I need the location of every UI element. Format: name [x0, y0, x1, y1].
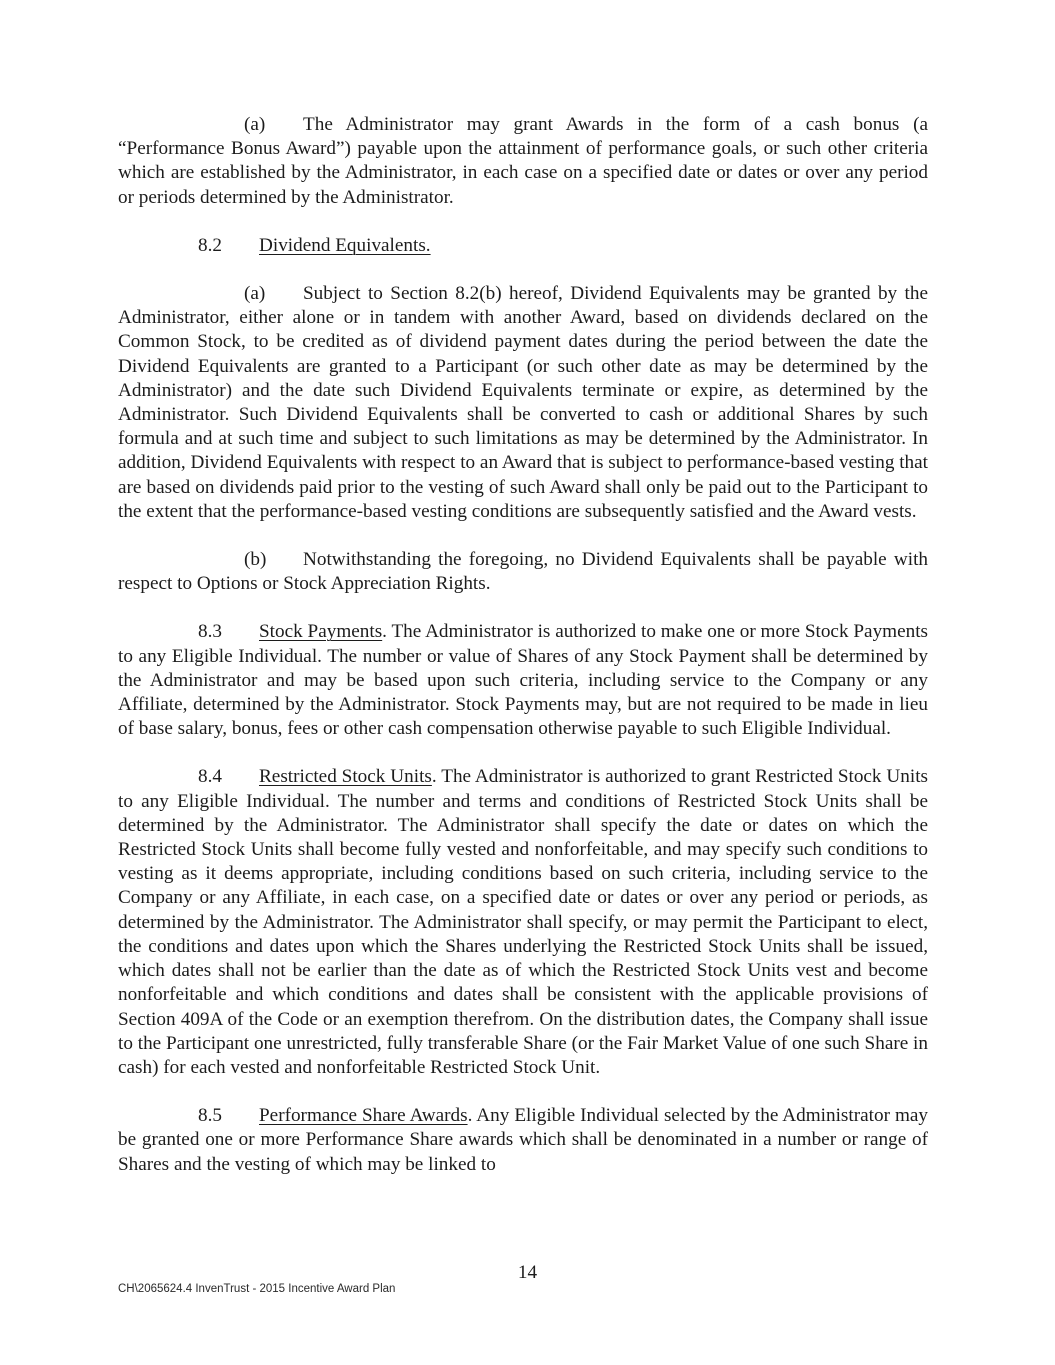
- section-number: 8.2: [198, 234, 222, 256]
- section-number: 8.3: [198, 621, 222, 643]
- paragraph-label: (b): [244, 549, 267, 571]
- section-text: . The Administrator is authorized to make one or more Stock Payments to any Eligible Individual. The number or value of Shares of any Stock Payment shall be determined by the Administrator and may be based upon such criteria, including service to the Company or any Affiliate, determined by the Administrator. Stock Payments may, but are not required to be made in lieu of base salary, bonus, fees or other cash compensation otherwise payable to such Eligible Individual.: [118, 621, 928, 740]
- paragraph-text: Subject to Section 8.2(b) hereof, Dividend Equivalents may be granted by the Administrator, either alone or in tandem with another Award, based on dividends declared on the Common Stock, to be credited as of dividend payment dates during the period between the date the Dividend Equivalents are granted to a Participant (or such other date as may be determined by the Administrator) and the date such Dividend Equivalents terminate or expire, as determined by the Administrator. Such Dividend Equivalents shall be converted to cash or additional Shares by such formula and at such time and subject to such limitations as may be determined by the Administrator. In addition, Dividend Equivalents with respect to an Award that is subject to performance-based vesting that are based on dividends paid prior to the vesting of such Award shall only be paid out to the Participant to the extent that the performance-based vesting conditions are subsequently satisfied and the Award vests.: [118, 283, 928, 522]
- paragraph-label: (a): [244, 114, 266, 135]
- paragraph-dividend-equivalents-a: [118, 282, 928, 524]
- section-text: . Any Eligible Individual selected by the Administrator may be granted one or more Performance Share awards which shall be denominated in a number or range of Shares and the vesting of which may be linked to: [118, 1105, 928, 1175]
- document-footer: CH\2065624.4 InvenTrust - 2015 Incentive Award Plan: [118, 1283, 396, 1295]
- section-heading-8-2: [198, 234, 928, 258]
- paragraph-dividend-equivalents-b: [118, 548, 928, 596]
- section-text: . The Administrator is authorized to grant Restricted Stock Units to any Eligible Individual. The number and terms and conditions of Restricted Stock Units shall be determined by the Administrator. The Administrator shall specify the date or dates on which the Restricted Stock Units shall become fully vested and nonforfeitable, and may specify such conditions to vesting as it deems appropriate, including conditions based on such criteria, including service to the Company or any Affiliate, in each case, on a specified date or dates or over any period or periods, as determined by the Administrator. The Administrator shall specify, or may permit the Participant to elect, the conditions and dates upon which the Shares underlying the Restricted Stock Units shall be issued, which dates shall not be earlier than the date as of which the Restricted Stock Units vest and become nonforfeitable and which conditions and dates shall be consistent with the applicable provisions of Section 409A of the Code or an exemption therefrom. On the distribution dates, the Company shall issue to the Participant one unrestricted, fully transferable Share (or the Fair Market Value of one such Share in cash) for each vested and nonforfeitable Restricted Stock Unit.: [118, 766, 928, 1078]
- section-number: 8.4: [198, 766, 222, 788]
- section-title: Performance Share Awards: [259, 1105, 468, 1127]
- section-restricted-stock-units: [118, 765, 928, 1080]
- section-title: Dividend Equivalents.: [259, 234, 431, 256]
- page-number: 14: [517, 1262, 538, 1283]
- document-body: [118, 113, 928, 1177]
- section-stock-payments: [118, 620, 928, 741]
- section-performance-share-awards: [118, 1104, 928, 1177]
- paragraph-text: Notwithstanding the foregoing, no Dividend Equivalents shall be payable with respect to Options or Stock Appreciation Rights.: [118, 549, 928, 595]
- paragraph-label: (a): [244, 283, 266, 305]
- section-number: 8.5: [198, 1105, 222, 1127]
- section-title: Restricted Stock Units: [259, 766, 432, 788]
- section-title: Stock Payments: [259, 621, 383, 643]
- paragraph-performance-bonus: [118, 113, 928, 210]
- paragraph-text: The Administrator may grant Awards in the form of a cash bonus (a “Performance Bonus Award”) payable upon the attainment of performance goals, or such other criteria which are established by the Administrator, in each case on a specified date or dates or over any period or periods determined by the Administrator.: [118, 114, 928, 208]
